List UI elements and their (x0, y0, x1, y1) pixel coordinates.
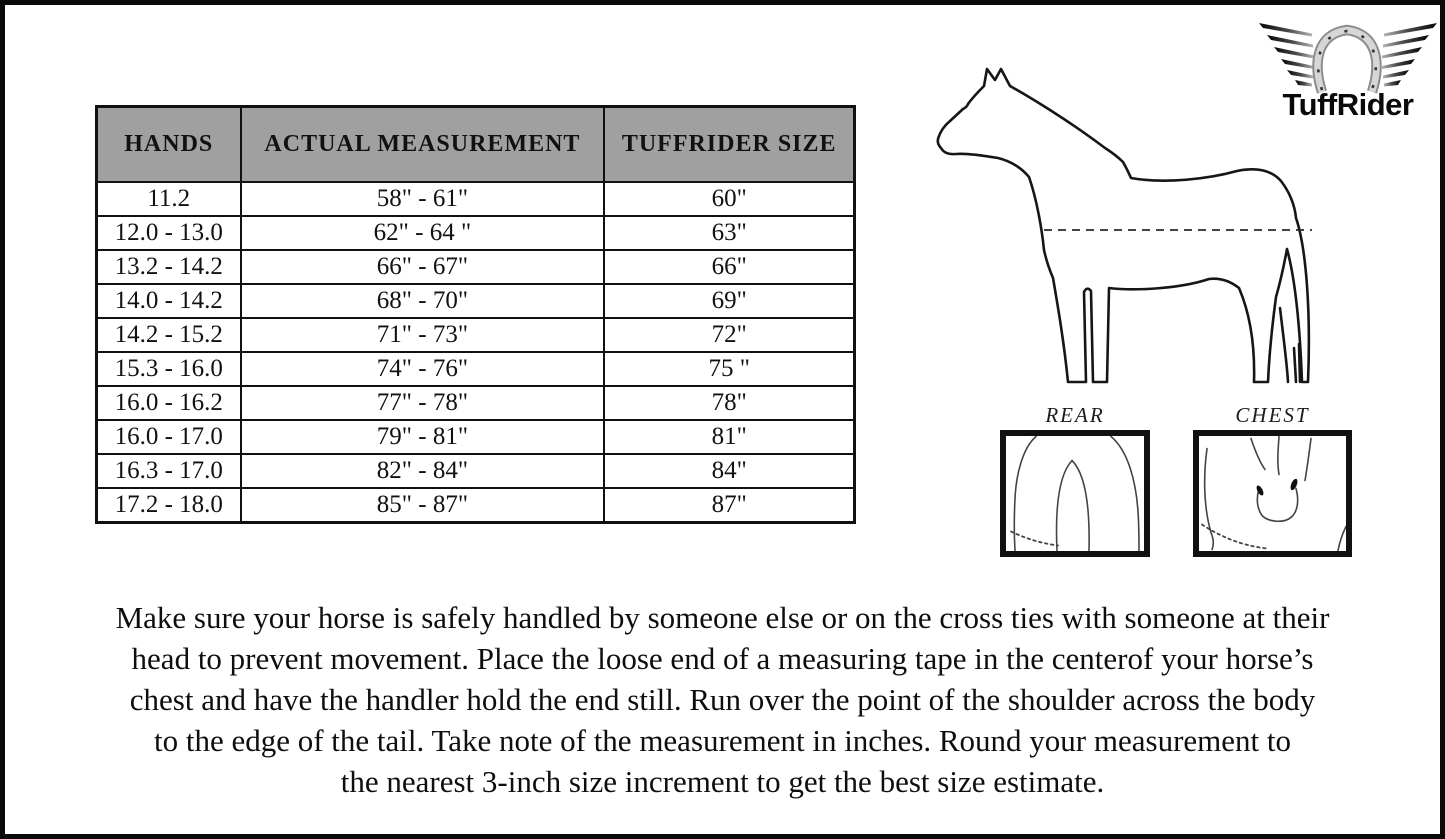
header-row (97, 107, 855, 183)
col-header-tuffrider-size: TUFFRIDER SIZE (604, 107, 854, 183)
rear-view-diagram (1000, 430, 1150, 557)
cell-size: 78" (604, 386, 854, 420)
nostril-left (1255, 484, 1265, 496)
horse-outline-diagram (910, 50, 1350, 390)
tail-strand-line (1299, 344, 1300, 382)
chest-view-art (1199, 436, 1346, 551)
measuring-instructions (5, 597, 1440, 802)
cell-hands: 13.2 - 14.2 (97, 250, 241, 284)
brand-wordmark: TuffRider (1282, 87, 1414, 122)
cell-size: 75 " (604, 352, 854, 386)
size-chart-table (95, 105, 856, 524)
table-row (97, 284, 855, 318)
cell-size: 87" (604, 488, 854, 523)
cell-size: 69" (604, 284, 854, 318)
cell-size: 63" (604, 216, 854, 250)
cell-hands: 17.2 - 18.0 (97, 488, 241, 523)
cell-measurement: 66" - 67" (241, 250, 605, 284)
cell-measurement: 85" - 87" (241, 488, 605, 523)
instruction-line: chest and have the handler hold the end still. Run over the point of the shoulder across the body (129, 682, 1316, 717)
table-row (97, 250, 855, 284)
cell-hands: 16.3 - 17.0 (97, 454, 241, 488)
rear-view-art (1006, 436, 1144, 551)
rear-measure-dotted-line (1011, 532, 1058, 546)
cell-measurement: 71" - 73" (241, 318, 605, 352)
table-row (97, 352, 855, 386)
instruction-line: Make sure your horse is safely handled by someone else or on the cross ties with someone at their (115, 600, 1330, 635)
cell-hands: 16.0 - 17.0 (97, 420, 241, 454)
table-row (97, 386, 855, 420)
instruction-line: head to prevent movement. Place the loose end of a measuring tape in the centerof your horse’s (131, 641, 1314, 676)
col-header-hands: HANDS (97, 107, 241, 183)
cell-hands: 14.0 - 14.2 (97, 284, 241, 318)
table-row (97, 182, 855, 216)
cell-measurement: 77" - 78" (241, 386, 605, 420)
table-row (97, 488, 855, 523)
cell-measurement: 68" - 70" (241, 284, 605, 318)
cell-hands: 15.3 - 16.0 (97, 352, 241, 386)
table-row (97, 318, 855, 352)
cell-measurement: 62" - 64 " (241, 216, 605, 250)
cell-size: 66" (604, 250, 854, 284)
cell-measurement: 74" - 76" (241, 352, 605, 386)
cell-measurement: 82" - 84" (241, 454, 605, 488)
cell-hands: 12.0 - 13.0 (97, 216, 241, 250)
horse-body-outline (938, 69, 1309, 382)
instruction-line: the nearest 3-inch size increment to get the best size estimate. (340, 764, 1105, 799)
col-header-actual-measurement: ACTUAL MEASUREMENT (241, 107, 605, 183)
table-row (97, 454, 855, 488)
cell-hands: 14.2 - 15.2 (97, 318, 241, 352)
nostril-right (1289, 478, 1299, 491)
cell-size: 84" (604, 454, 854, 488)
wing-right-icon (1382, 23, 1437, 87)
cell-size: 72" (604, 318, 854, 352)
tail-strand-line (1294, 348, 1296, 382)
table-row (97, 420, 855, 454)
rear-diagram-label: REAR (1045, 403, 1105, 427)
cell-size: 60" (604, 182, 854, 216)
cell-measurement: 58" - 61" (241, 182, 605, 216)
chest-diagram-label: CHEST (1235, 403, 1310, 427)
instruction-line: to the edge of the tail. Take note of the measurement in inches. Round your measurement to (153, 723, 1292, 758)
chest-view-diagram (1193, 430, 1352, 557)
table-row (97, 216, 855, 250)
cell-measurement: 79" - 81" (241, 420, 605, 454)
cell-hands: 11.2 (97, 182, 241, 216)
cell-size: 81" (604, 420, 854, 454)
far-hind-leg-line (1280, 308, 1288, 382)
cell-hands: 16.0 - 16.2 (97, 386, 241, 420)
